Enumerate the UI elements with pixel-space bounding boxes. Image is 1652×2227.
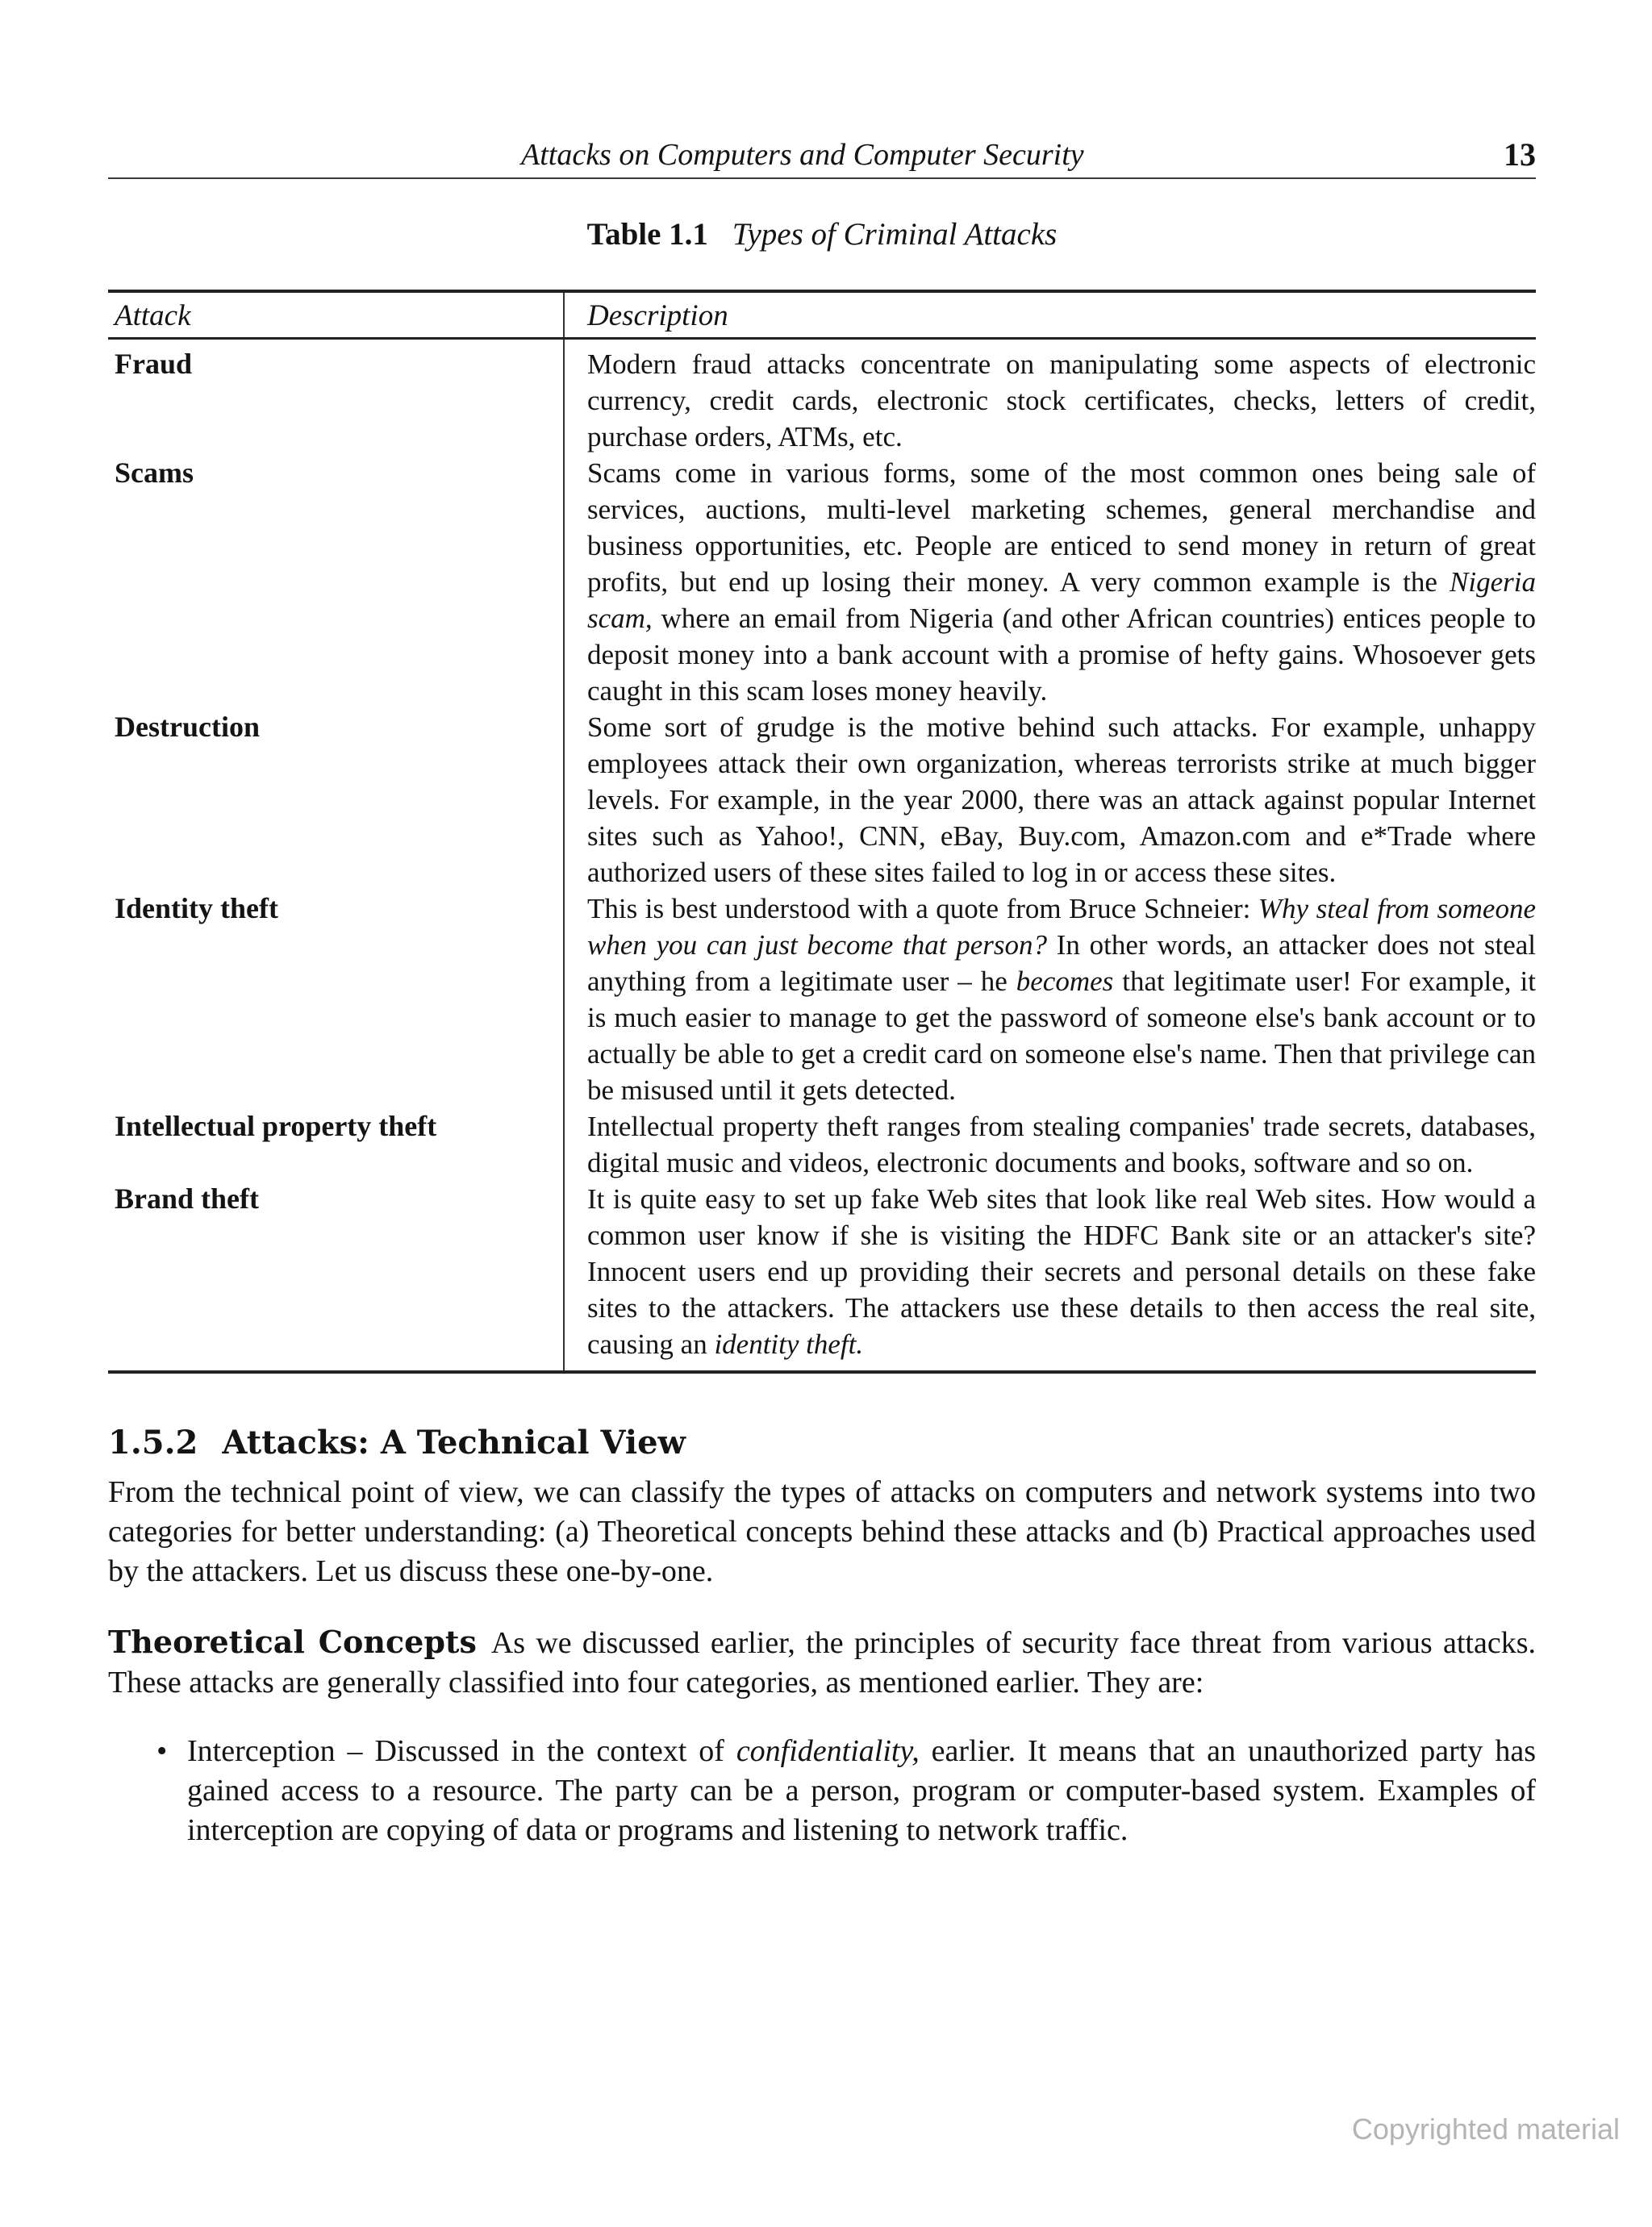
bullet-list <box>108 1732 1536 1850</box>
table-row <box>108 709 1536 890</box>
text-run: Intellectual property theft ranges from stealing companies' trade secrets, databases, digital music and videos, electronic documents and books, software and so on. <box>587 1111 1536 1178</box>
text-run: It is quite easy to set up fake Web sites that look like real Web sites. How would a common user know if she is visiting the HDFC Bank site or an attacker's site? Innocent users end up providing their secrets and personal details on these fake sites to the attackers. The attackers use these details to then access the real site, causing an <box>587 1183 1536 1360</box>
section-title: Attacks: A Technical View <box>222 1424 686 1462</box>
text-run: In other words, an attacker does not steal anything from a legitimate user – he <box>587 929 1536 997</box>
section-number: 1.5.2 <box>108 1424 198 1462</box>
attack-name-cell: Brand theft <box>108 1181 564 1372</box>
column-header-attack: Attack <box>108 291 564 339</box>
running-header <box>108 129 1536 179</box>
italic-text: confidentiality, <box>736 1734 920 1768</box>
italic-text: becomes <box>1016 965 1114 997</box>
italic-text: identity theft. <box>714 1328 864 1360</box>
paragraph-theoretical-concepts <box>108 1622 1536 1703</box>
table-caption <box>108 216 1536 252</box>
attack-description-cell <box>564 890 1536 1108</box>
attack-description-cell <box>564 1108 1536 1181</box>
paragraph-technical-view: From the technical point of view, we can classify the types of attacks on computers and network systems into two categories for better understanding: (a) Theoretical concepts behind these attacks and (b) Practical approaches used by the attackers. Let us discuss these one-by-one. <box>108 1475 1536 1588</box>
text-run: This is best understood with a quote from Bruce Schneier: <box>587 893 1258 924</box>
bullet-icon: • <box>156 1734 168 1768</box>
attack-description-cell <box>564 709 1536 890</box>
page-number: 13 <box>1504 136 1536 173</box>
attack-name-cell: Scams <box>108 455 564 709</box>
table-row <box>108 1108 1536 1181</box>
table-header-row <box>108 291 1536 339</box>
text-run: Scams come in various forms, some of the most common ones being sale of services, auctions, multi-level marketing schemes, general merchandise and business opportunities, etc. People are enticed to send money in return of great profits, but end up losing their money. A very common example is the <box>587 457 1536 598</box>
italic-text: Why steal from someone when you can just become that person? <box>587 893 1536 961</box>
italic-text: Nigeria scam, <box>587 566 1536 634</box>
text-run: Interception – Discussed in the context of <box>187 1734 736 1768</box>
text-run: Modern fraud attacks concentrate on manipulating some aspects of electronic currency, credit cards, electronic stock certificates, checks, letters of credit, purchase orders, ATMs, etc. <box>587 348 1536 452</box>
list-item <box>156 1732 1536 1850</box>
table-row <box>108 339 1536 456</box>
table-row <box>108 890 1536 1108</box>
paragraph-theoretical-text: As we discussed earlier, the principles of security face threat from various attacks. These attacks are generally classified into four categories, as mentioned earlier. They are: <box>108 1626 1536 1699</box>
attack-name-cell: Identity theft <box>108 890 564 1108</box>
book-page <box>108 129 1536 1850</box>
attack-name-cell: Intellectual property theft <box>108 1108 564 1181</box>
table-body <box>108 339 1536 1373</box>
text-run: where an email from Nigeria (and other African countries) entices people to deposit money into a bank account with a promise of hefty gains. Whosoever gets caught in this scam loses money heavily. <box>587 603 1536 707</box>
section-heading <box>108 1424 1536 1462</box>
run-in-heading: Theoretical Concepts <box>108 1624 477 1660</box>
attack-description-cell <box>564 455 1536 709</box>
table-row <box>108 1181 1536 1372</box>
attack-name-cell: Destruction <box>108 709 564 890</box>
text-run: Some sort of grudge is the motive behind such attacks. For example, unhappy employees attack their own organization, whereas terrorists strike at much bigger levels. For example, in the year 2000, there was an attack against popular Internet sites such as Yahoo!, CNN, eBay, Buy.com, Amazon.com and e*Trade where authorized users of these sites failed to log in or access these sites. <box>587 711 1536 888</box>
column-header-description: Description <box>564 291 1536 339</box>
copyright-watermark: Copyrighted material <box>1351 2112 1620 2146</box>
table-caption-title: Types of Criminal Attacks <box>732 217 1058 252</box>
attack-description-cell <box>564 1181 1536 1372</box>
text-run: earlier. It means that an unauthorized party has gained access to a resource. The party can be a person, program or computer-based system. Examples of interception are copying of data or programs and listening to network traffic. <box>187 1734 1536 1847</box>
table-caption-label: Table 1.1 <box>586 217 708 252</box>
text-run: that legitimate user! For example, it is much easier to manage to get the password of someone else's bank account or to actually be able to get a credit card on someone else's name. Then that privilege can be misused until it gets detected. <box>587 965 1536 1106</box>
table-row <box>108 455 1536 709</box>
attack-name-cell: Fraud <box>108 339 564 456</box>
attack-description-cell <box>564 339 1536 456</box>
attacks-table <box>108 290 1536 1374</box>
running-title: Attacks on Computers and Computer Security <box>521 138 1084 172</box>
